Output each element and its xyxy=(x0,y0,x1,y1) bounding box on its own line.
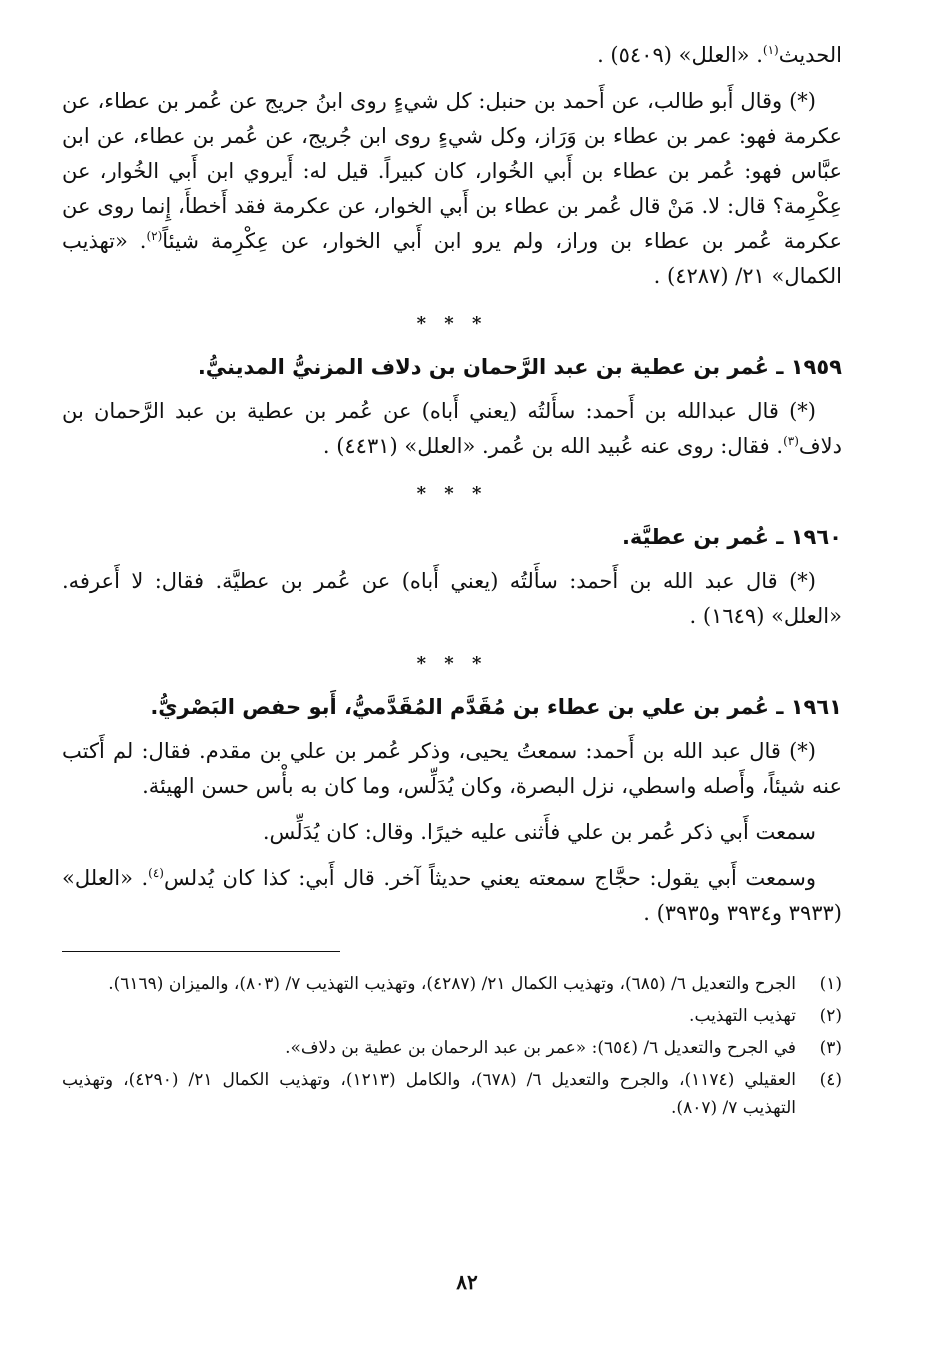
intro-paragraph xyxy=(62,38,842,73)
footnote-number: (٣) xyxy=(819,1038,842,1058)
footnote-text: العقيلي (١١٧٤)، والجرح والتعديل ٦/ (٦٧٨)، والكامل (١٢١٣)، وتهذيب الكمال ٢١/ (٤٢٩٠)، وتهذيب التهذيب ٧/ (٨٠٧). xyxy=(62,1070,796,1118)
entry-heading-1960: ١٩٦٠ ـ عُمر بن عطيَّة. xyxy=(621,525,842,549)
footnote-number: (٢) xyxy=(819,1006,842,1026)
intro-text: الحديث xyxy=(778,43,842,67)
section-separator: * * * xyxy=(416,313,488,334)
entry-heading-1959: ١٩٥٩ ـ عُمر بن عطية بن عبد الرَّحمان بن دلاف المزنيُّ المدينيُّ. xyxy=(197,355,842,379)
footnote-number: (٤) xyxy=(819,1070,842,1090)
section-separator: * * * xyxy=(416,483,488,504)
entry-paragraph-1961-b: سمعت أَبي ذكر عُمر بن علي فأَثنى عليه خيرًا. وقال: كان يُدَلِّس. xyxy=(262,820,816,844)
paragraph-text: (*) وقال أَبو طالب، عن أَحمد بن حنبل: كل شيءٍ روى ابنُ جريج عن عُمر بن عطاء، عن عكرمة فهو: عمر بن عطاء بن وَرَاز، وكل شيءٍ روى ابن جُريج، عن عُمر بن عطاء، عن ابن عبَّاس فهو: عُمر بن عطاء بن أَبي الخُوار، كان كبيراً. قيل له: أَيروي ابن أَبي الخُوار، عن عِكْرِمة؟ قال: لا. مَنْ قال عُمر بن عطاء بن أَبي الخوار، عن عكرمة فقد أَخطأَ، إِنما روى عن عكرمة عُمر بن عطاء بن وراز، ولم يرو ابن أَبي الخوار، عن عِكْرِمة شيئاً xyxy=(62,89,843,253)
paragraph-text: (*) قال عبدالله بن أَحمد: سأَلتُه (يعني أَباه) عن عُمر بن عطية بن عبد الرَّحمان بن دلاف xyxy=(62,399,842,458)
footnote-ref: (١) xyxy=(762,43,779,57)
footnote-ref: (٣) xyxy=(783,434,799,448)
footnote-4 xyxy=(62,1066,842,1122)
paragraph-tail: . «تهذيب الكمال» ٢١/ (٤٢٨٧) . xyxy=(62,229,842,288)
section-separator: * * * xyxy=(416,653,488,674)
footnote-ref: (٤) xyxy=(148,866,164,880)
intro-tail: . «العلل» (٥٤٠٩) . xyxy=(597,43,763,67)
entry-paragraph-1959 xyxy=(62,394,842,464)
footnote-text: تهذيب التهذيب. xyxy=(689,1006,796,1026)
entry-paragraph-1960: (*) قال عبد الله بن أَحمد: سأَلتُه (يعني أَباه) عن عُمر بن عطيَّة. فقال: لا أَعرفه. «العلل» (١٦٤٩) . xyxy=(62,569,842,628)
footnote-2 xyxy=(62,1002,842,1030)
footnote-1 xyxy=(62,970,842,998)
paragraph-text: وسمعت أَبي يقول: حجَّاج سمعته يعني حديثاً آخر. قال أَبي: كذا كان يُدلس xyxy=(163,866,816,890)
entry-paragraph-1961-c xyxy=(62,861,842,931)
paragraph-abu-talib xyxy=(62,84,842,294)
main-text xyxy=(62,38,842,931)
page-number: ٨٢ xyxy=(456,1270,478,1294)
entry-heading-1961: ١٩٦١ ـ عُمر بن علي بن عطاء بن مُقَدَّم المُقَدَّميُّ، أَبو حفص البَصْريُّ. xyxy=(150,695,842,719)
footnote-divider xyxy=(62,951,340,952)
footnotes xyxy=(62,970,842,1122)
entry-paragraph-1961-a: (*) قال عبد الله بن أَحمد: سمعتُ يحيى، وذكر عُمر بن علي بن مقدم. فقال: لم أَكتب عنه شيئاً، وأَصله واسطي، نزل البصرة، وكان يُدَلِّس، وما كان به بأْس حسن الهيئة. xyxy=(62,739,842,798)
footnote-number: (١) xyxy=(819,974,842,994)
footnote-text: الجرح والتعديل ٦/ (٦٨٥)، وتهذيب الكمال ٢١/ (٤٢٨٧)، وتهذيب التهذيب ٧/ (٨٠٣)، والميزان (٦١٦٩). xyxy=(108,974,796,994)
paragraph-tail: . «العلل» (٣٩٣٣ و٣٩٣٤ و٣٩٣٥) . xyxy=(62,866,842,925)
footnote-ref: (٢) xyxy=(146,229,163,243)
footnote-3 xyxy=(62,1034,842,1062)
footnote-text: في الجرح والتعديل ٦/ (٦٥٤): «عمر بن عبد الرحمان بن عطية بن دلاف». xyxy=(285,1038,796,1058)
footnote-rule-wrap xyxy=(62,951,842,952)
paragraph-tail: . فقال: روى عنه عُبيد الله بن عُمر. «العلل» (٤٤٣١) . xyxy=(322,434,784,458)
